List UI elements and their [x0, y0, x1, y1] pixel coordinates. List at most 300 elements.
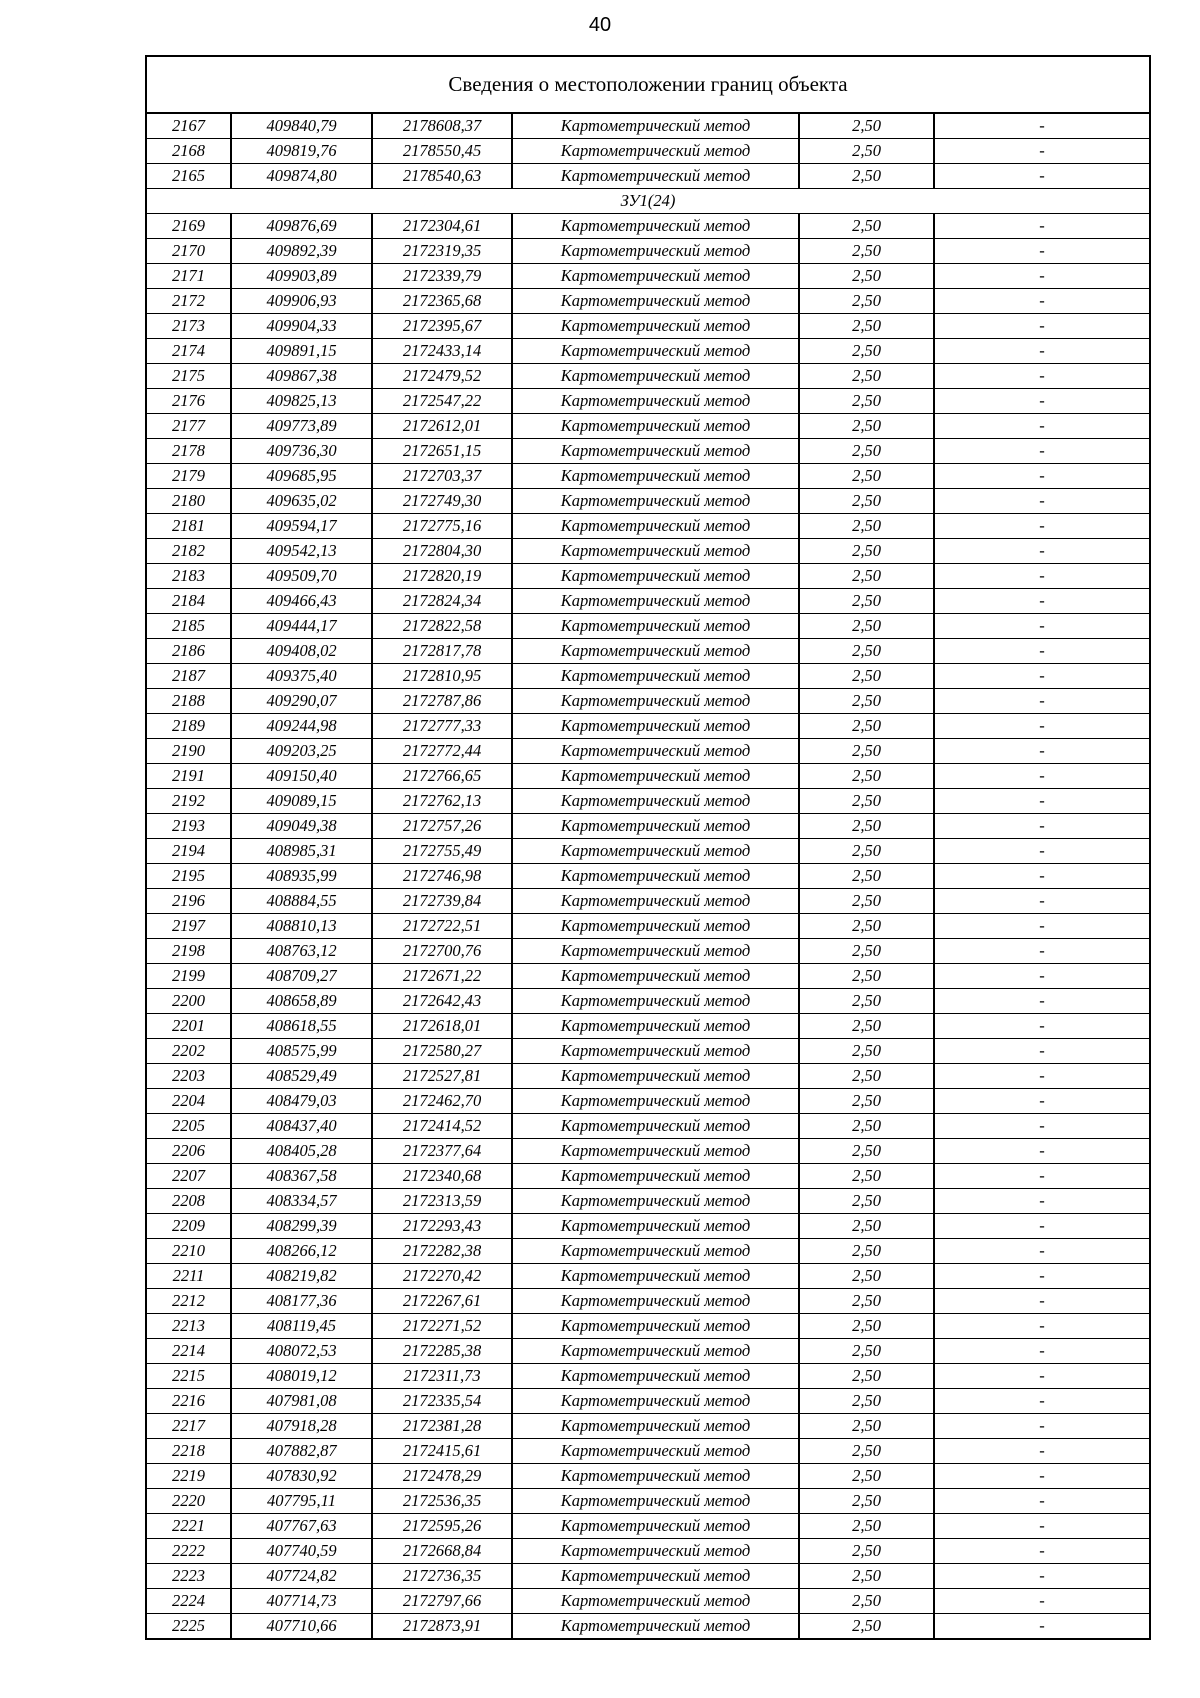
cell-point-number: 2177 [147, 414, 231, 439]
cell-accuracy: 2,50 [799, 289, 934, 314]
cell-coord-x: 409444,17 [231, 614, 372, 639]
cell-accuracy: 2,50 [799, 964, 934, 989]
table-row [147, 1214, 1149, 1239]
cell-point-number: 2215 [147, 1364, 231, 1389]
cell-accuracy: 2,50 [799, 1364, 934, 1389]
cell-coord-y: 2172775,16 [372, 514, 512, 539]
cell-coord-y: 2172668,84 [372, 1539, 512, 1564]
cell-accuracy: 2,50 [799, 1414, 934, 1439]
table-row [147, 714, 1149, 739]
cell-accuracy: 2,50 [799, 114, 934, 139]
cell-coord-x: 409891,15 [231, 339, 372, 364]
cell-accuracy: 2,50 [799, 414, 934, 439]
table-row [147, 889, 1149, 914]
table-row [147, 639, 1149, 664]
cell-coord-x: 409874,80 [231, 164, 372, 189]
cell-method: Картометрический метод [512, 339, 799, 364]
cell-coord-y: 2172462,70 [372, 1089, 512, 1114]
cell-description: - [934, 664, 1149, 689]
cell-point-number: 2211 [147, 1264, 231, 1289]
cell-coord-y: 2172810,95 [372, 664, 512, 689]
cell-point-number: 2213 [147, 1314, 231, 1339]
cell-coord-y: 2172271,52 [372, 1314, 512, 1339]
cell-method: Картометрический метод [512, 239, 799, 264]
cell-accuracy: 2,50 [799, 339, 934, 364]
cell-coord-x: 408763,12 [231, 939, 372, 964]
table-row [147, 1264, 1149, 1289]
cell-method: Картометрический метод [512, 739, 799, 764]
table-row [147, 1439, 1149, 1464]
cell-method: Картометрический метод [512, 1114, 799, 1139]
cell-description: - [934, 714, 1149, 739]
cell-description: - [934, 1464, 1149, 1489]
table-row [147, 814, 1149, 839]
table-row [147, 539, 1149, 564]
cell-method: Картометрический метод [512, 1439, 799, 1464]
table-row [147, 214, 1149, 239]
cell-method: Картометрический метод [512, 1364, 799, 1389]
table-row [147, 764, 1149, 789]
cell-accuracy: 2,50 [799, 264, 934, 289]
cell-accuracy: 2,50 [799, 1514, 934, 1539]
cell-coord-y: 2172580,27 [372, 1039, 512, 1064]
cell-point-number: 2196 [147, 889, 231, 914]
cell-coord-y: 2172414,52 [372, 1114, 512, 1139]
cell-coord-y: 2172536,35 [372, 1489, 512, 1514]
cell-coord-y: 2172772,44 [372, 739, 512, 764]
cell-coord-y: 2172804,30 [372, 539, 512, 564]
cell-method: Картометрический метод [512, 1014, 799, 1039]
cell-description: - [934, 964, 1149, 989]
cell-accuracy: 2,50 [799, 1014, 934, 1039]
table-row [147, 489, 1149, 514]
cell-description: - [934, 564, 1149, 589]
cell-point-number: 2202 [147, 1039, 231, 1064]
table-row [147, 689, 1149, 714]
cell-coord-x: 409509,70 [231, 564, 372, 589]
cell-coord-x: 408299,39 [231, 1214, 372, 1239]
cell-coord-x: 408072,53 [231, 1339, 372, 1364]
cell-coord-x: 408618,55 [231, 1014, 372, 1039]
cell-point-number: 2167 [147, 114, 231, 139]
cell-point-number: 2174 [147, 339, 231, 364]
cell-accuracy: 2,50 [799, 1489, 934, 1514]
cell-point-number: 2171 [147, 264, 231, 289]
page-number: 40 [588, 14, 612, 36]
cell-coord-y: 2172282,38 [372, 1239, 512, 1264]
cell-accuracy: 2,50 [799, 539, 934, 564]
cell-description: - [934, 989, 1149, 1014]
cell-coord-y: 2172595,26 [372, 1514, 512, 1539]
table-row [147, 939, 1149, 964]
cell-coord-y: 2172377,64 [372, 1139, 512, 1164]
cell-description: - [934, 1114, 1149, 1139]
cell-coord-y: 2178550,45 [372, 139, 512, 164]
cell-coord-x: 409867,38 [231, 364, 372, 389]
cell-description: - [934, 214, 1149, 239]
cell-accuracy: 2,50 [799, 989, 934, 1014]
cell-coord-y: 2172642,43 [372, 989, 512, 1014]
cell-point-number: 2203 [147, 1064, 231, 1089]
table-row [147, 789, 1149, 814]
cell-method: Картометрический метод [512, 489, 799, 514]
table-row [147, 989, 1149, 1014]
cell-coord-x: 408709,27 [231, 964, 372, 989]
cell-coord-y: 2172755,49 [372, 839, 512, 864]
cell-coord-x: 407981,08 [231, 1389, 372, 1414]
cell-point-number: 2169 [147, 214, 231, 239]
table-row [147, 964, 1149, 989]
cell-point-number: 2187 [147, 664, 231, 689]
cell-description: - [934, 1089, 1149, 1114]
table-title: Сведения о местоположении границ объекта [147, 57, 1149, 114]
cell-method: Картометрический метод [512, 539, 799, 564]
cell-accuracy: 2,50 [799, 1314, 934, 1339]
cell-description: - [934, 239, 1149, 264]
cell-description: - [934, 514, 1149, 539]
cell-method: Картометрический метод [512, 1064, 799, 1089]
cell-accuracy: 2,50 [799, 639, 934, 664]
cell-coord-x: 407740,59 [231, 1539, 372, 1564]
cell-coord-y: 2172381,28 [372, 1414, 512, 1439]
cell-method: Картометрический метод [512, 1489, 799, 1514]
cell-accuracy: 2,50 [799, 789, 934, 814]
cell-description: - [934, 1164, 1149, 1189]
cell-coord-y: 2172817,78 [372, 639, 512, 664]
cell-description: - [934, 1439, 1149, 1464]
cell-coord-y: 2172787,86 [372, 689, 512, 714]
cell-coord-y: 2172820,19 [372, 564, 512, 589]
cell-method: Картометрический метод [512, 1189, 799, 1214]
cell-coord-x: 408479,03 [231, 1089, 372, 1114]
cell-point-number: 2173 [147, 314, 231, 339]
cell-coord-y: 2172311,73 [372, 1364, 512, 1389]
cell-accuracy: 2,50 [799, 1039, 934, 1064]
cell-method: Картометрический метод [512, 1389, 799, 1414]
cell-coord-x: 409840,79 [231, 114, 372, 139]
cell-accuracy: 2,50 [799, 164, 934, 189]
cell-coord-y: 2172293,43 [372, 1214, 512, 1239]
cell-method: Картометрический метод [512, 1539, 799, 1564]
cell-accuracy: 2,50 [799, 464, 934, 489]
cell-method: Картометрический метод [512, 814, 799, 839]
cell-coord-y: 2172749,30 [372, 489, 512, 514]
cell-description: - [934, 114, 1149, 139]
cell-method: Картометрический метод [512, 214, 799, 239]
cell-coord-y: 2172824,34 [372, 589, 512, 614]
cell-method: Картометрический метод [512, 139, 799, 164]
cell-point-number: 2208 [147, 1189, 231, 1214]
cell-coord-y: 2172479,52 [372, 364, 512, 389]
cell-method: Картометрический метод [512, 714, 799, 739]
cell-description: - [934, 1589, 1149, 1614]
cell-method: Картометрический метод [512, 889, 799, 914]
cell-coord-y: 2172527,81 [372, 1064, 512, 1089]
cell-coord-x: 408575,99 [231, 1039, 372, 1064]
cell-description: - [934, 1389, 1149, 1414]
cell-point-number: 2176 [147, 389, 231, 414]
cell-point-number: 2186 [147, 639, 231, 664]
cell-accuracy: 2,50 [799, 664, 934, 689]
cell-description: - [934, 1264, 1149, 1289]
cell-description: - [934, 889, 1149, 914]
table-row [147, 164, 1149, 189]
cell-accuracy: 2,50 [799, 1164, 934, 1189]
cell-coord-x: 408219,82 [231, 1264, 372, 1289]
cell-coord-x: 409203,25 [231, 739, 372, 764]
table-row [147, 464, 1149, 489]
cell-coord-y: 2178608,37 [372, 114, 512, 139]
cell-point-number: 2199 [147, 964, 231, 989]
cell-point-number: 2209 [147, 1214, 231, 1239]
cell-description: - [934, 1064, 1149, 1089]
cell-point-number: 2178 [147, 439, 231, 464]
cell-coord-x: 408266,12 [231, 1239, 372, 1264]
cell-description: - [934, 639, 1149, 664]
cell-point-number: 2192 [147, 789, 231, 814]
cell-description: - [934, 489, 1149, 514]
cell-point-number: 2218 [147, 1439, 231, 1464]
table-row [147, 389, 1149, 414]
cell-point-number: 2180 [147, 489, 231, 514]
cell-description: - [934, 1239, 1149, 1264]
cell-method: Картометрический метод [512, 1314, 799, 1339]
cell-accuracy: 2,50 [799, 739, 934, 764]
cell-coord-x: 408884,55 [231, 889, 372, 914]
cell-accuracy: 2,50 [799, 214, 934, 239]
cell-method: Картометрический метод [512, 314, 799, 339]
cell-point-number: 2225 [147, 1614, 231, 1639]
cell-description: - [934, 364, 1149, 389]
cell-method: Картометрический метод [512, 989, 799, 1014]
cell-accuracy: 2,50 [799, 489, 934, 514]
cell-coord-y: 2172722,51 [372, 914, 512, 939]
cell-point-number: 2172 [147, 289, 231, 314]
cell-method: Картометрический метод [512, 964, 799, 989]
cell-point-number: 2190 [147, 739, 231, 764]
cell-accuracy: 2,50 [799, 1064, 934, 1089]
table-row [147, 914, 1149, 939]
table-row [147, 839, 1149, 864]
cell-accuracy: 2,50 [799, 939, 934, 964]
cell-description: - [934, 839, 1149, 864]
cell-method: Картометрический метод [512, 164, 799, 189]
cell-description: - [934, 914, 1149, 939]
cell-coord-x: 408985,31 [231, 839, 372, 864]
cell-accuracy: 2,50 [799, 1214, 934, 1239]
cell-accuracy: 2,50 [799, 589, 934, 614]
cell-accuracy: 2,50 [799, 389, 934, 414]
cell-description: - [934, 689, 1149, 714]
cell-accuracy: 2,50 [799, 139, 934, 164]
cell-accuracy: 2,50 [799, 1564, 934, 1589]
table-row [147, 1589, 1149, 1614]
cell-point-number: 2175 [147, 364, 231, 389]
cell-accuracy: 2,50 [799, 814, 934, 839]
table-row [147, 1314, 1149, 1339]
cell-coord-x: 407918,28 [231, 1414, 372, 1439]
cell-description: - [934, 289, 1149, 314]
cell-description: - [934, 739, 1149, 764]
cell-accuracy: 2,50 [799, 614, 934, 639]
table-row [147, 1564, 1149, 1589]
table-row [147, 114, 1149, 139]
cell-coord-x: 409892,39 [231, 239, 372, 264]
table-row [147, 414, 1149, 439]
cell-method: Картометрический метод [512, 1164, 799, 1189]
cell-accuracy: 2,50 [799, 764, 934, 789]
cell-coord-y: 2178540,63 [372, 164, 512, 189]
cell-accuracy: 2,50 [799, 1614, 934, 1639]
cell-method: Картометрический метод [512, 1339, 799, 1364]
cell-point-number: 2198 [147, 939, 231, 964]
cell-description: - [934, 1314, 1149, 1339]
cell-point-number: 2214 [147, 1339, 231, 1364]
cell-coord-y: 2172873,91 [372, 1614, 512, 1639]
cell-coord-x: 409904,33 [231, 314, 372, 339]
cell-description: - [934, 589, 1149, 614]
cell-coord-x: 409542,13 [231, 539, 372, 564]
cell-point-number: 2183 [147, 564, 231, 589]
cell-description: - [934, 1214, 1149, 1239]
cell-method: Картометрический метод [512, 1514, 799, 1539]
table-row [147, 1164, 1149, 1189]
cell-coord-x: 409635,02 [231, 489, 372, 514]
cell-coord-x: 409736,30 [231, 439, 372, 464]
cell-coord-x: 407767,63 [231, 1514, 372, 1539]
cell-coord-y: 2172766,65 [372, 764, 512, 789]
cell-coord-y: 2172319,35 [372, 239, 512, 264]
cell-description: - [934, 314, 1149, 339]
cell-coord-x: 408367,58 [231, 1164, 372, 1189]
cell-description: - [934, 1014, 1149, 1039]
cell-method: Картометрический метод [512, 1589, 799, 1614]
cell-coord-x: 409819,76 [231, 139, 372, 164]
cell-coord-y: 2172365,68 [372, 289, 512, 314]
table-row [147, 289, 1149, 314]
cell-point-number: 2193 [147, 814, 231, 839]
cell-description: - [934, 1139, 1149, 1164]
cell-method: Картометрический метод [512, 914, 799, 939]
cell-method: Картометрический метод [512, 1414, 799, 1439]
cell-description: - [934, 389, 1149, 414]
cell-description: - [934, 1039, 1149, 1064]
cell-coord-y: 2172612,01 [372, 414, 512, 439]
cell-accuracy: 2,50 [799, 914, 934, 939]
cell-method: Картометрический метод [512, 764, 799, 789]
cell-description: - [934, 864, 1149, 889]
cell-description: - [934, 414, 1149, 439]
cell-accuracy: 2,50 [799, 364, 934, 389]
table-row [147, 864, 1149, 889]
cell-description: - [934, 939, 1149, 964]
cell-description: - [934, 1189, 1149, 1214]
section-row [147, 189, 1149, 214]
cell-coord-x: 408405,28 [231, 1139, 372, 1164]
cell-coord-x: 409685,95 [231, 464, 372, 489]
cell-point-number: 2168 [147, 139, 231, 164]
table-row [147, 564, 1149, 589]
cell-coord-x: 408810,13 [231, 914, 372, 939]
table-row [147, 1614, 1149, 1639]
cell-accuracy: 2,50 [799, 839, 934, 864]
table-row [147, 1039, 1149, 1064]
cell-description: - [934, 1564, 1149, 1589]
cell-coord-x: 408935,99 [231, 864, 372, 889]
cell-method: Картометрический метод [512, 1614, 799, 1639]
cell-method: Картометрический метод [512, 414, 799, 439]
cell-coord-y: 2172739,84 [372, 889, 512, 914]
cell-point-number: 2188 [147, 689, 231, 714]
cell-coord-y: 2172547,22 [372, 389, 512, 414]
table-row [147, 339, 1149, 364]
cell-point-number: 2179 [147, 464, 231, 489]
cell-accuracy: 2,50 [799, 889, 934, 914]
section-label: ЗУ1(24) [147, 189, 1149, 214]
cell-coord-y: 2172340,68 [372, 1164, 512, 1189]
cell-point-number: 2220 [147, 1489, 231, 1514]
cell-method: Картометрический метод [512, 1289, 799, 1314]
cell-accuracy: 2,50 [799, 239, 934, 264]
cell-point-number: 2200 [147, 989, 231, 1014]
cell-accuracy: 2,50 [799, 714, 934, 739]
boundary-table [145, 55, 1151, 1640]
cell-description: - [934, 1339, 1149, 1364]
cell-point-number: 2195 [147, 864, 231, 889]
cell-method: Картометрический метод [512, 789, 799, 814]
cell-description: - [934, 164, 1149, 189]
cell-accuracy: 2,50 [799, 864, 934, 889]
cell-coord-x: 409049,38 [231, 814, 372, 839]
cell-point-number: 2222 [147, 1539, 231, 1564]
cell-point-number: 2185 [147, 614, 231, 639]
cell-point-number: 2224 [147, 1589, 231, 1614]
cell-coord-y: 2172703,37 [372, 464, 512, 489]
cell-coord-x: 407882,87 [231, 1439, 372, 1464]
cell-point-number: 2212 [147, 1289, 231, 1314]
cell-coord-x: 409150,40 [231, 764, 372, 789]
cell-coord-x: 408529,49 [231, 1064, 372, 1089]
cell-description: - [1039, 1616, 1045, 1635]
cell-point-number: 2194 [147, 839, 231, 864]
cell-coord-y: 2172478,29 [372, 1464, 512, 1489]
cell-description: - [934, 1539, 1149, 1564]
cell-method: Картометрический метод [512, 939, 799, 964]
cell-coord-y: 2172822,58 [372, 614, 512, 639]
cell-coord-x: 408334,57 [231, 1189, 372, 1214]
cell-coord-x: 409876,69 [231, 214, 372, 239]
cell-coord-x: 409244,98 [231, 714, 372, 739]
cell-method: Картометрический метод [512, 839, 799, 864]
cell-description: - [934, 264, 1149, 289]
cell-point-number: 2182 [147, 539, 231, 564]
cell-coord-y: 2172433,14 [372, 339, 512, 364]
cell-accuracy: 2,50 [799, 1539, 934, 1564]
cell-point-number: 2217 [147, 1414, 231, 1439]
cell-description: - [934, 789, 1149, 814]
cell-accuracy: 2,50 [799, 314, 934, 339]
cell-accuracy: 2,50 [799, 1239, 934, 1264]
cell-coord-y: 2172335,54 [372, 1389, 512, 1414]
cell-point-number: 2221 [147, 1514, 231, 1539]
cell-description: - [934, 764, 1149, 789]
cell-method: Картометрический метод [512, 464, 799, 489]
cell-coord-y: 2172304,61 [372, 214, 512, 239]
cell-method: Картометрический метод [512, 1264, 799, 1289]
cell-accuracy: 2,50 [799, 1114, 934, 1139]
cell-coord-x: 409290,07 [231, 689, 372, 714]
cell-description: - [934, 614, 1149, 639]
